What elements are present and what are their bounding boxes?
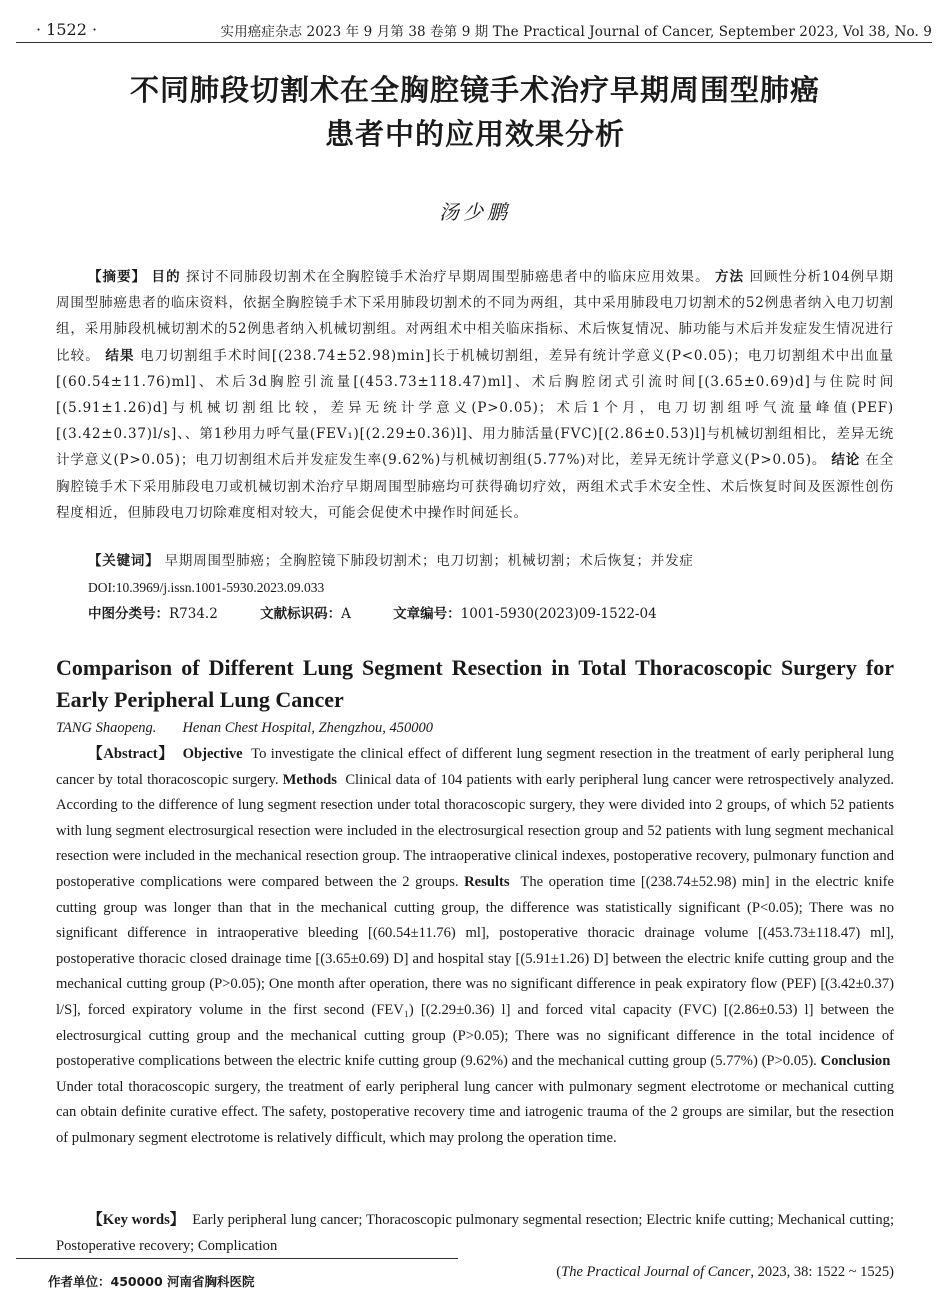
methods-cn-text: 回顾性分析104例早期周围型肺癌患者的临床资料，依据全胸腔镜手术下采用肺段切割术的不同为两组，其中采用肺段电刀切割术的52例患者纳入电刀切割组，采用肺段机械切割术的52例患者纳入机械切割组。对两组术中相关临床指标、术后恢复情况、肺功能与术后并发症发生情况进行比较。 bbox=[56, 269, 894, 364]
header-rule bbox=[16, 42, 932, 43]
doi: DOI:10.3969/j.issn.1001-5930.2023.09.033 bbox=[88, 580, 325, 595]
author-en-name: TANG Shaopeng. bbox=[56, 720, 157, 736]
methods-en-label: Methods bbox=[282, 771, 337, 788]
author-affiliation-footnote: 作者单位：450000 河南省胸科医院 bbox=[48, 1274, 255, 1289]
keywords-english bbox=[56, 1208, 894, 1259]
footnote-rule bbox=[16, 1258, 458, 1259]
clc-value: R734.2 bbox=[169, 606, 218, 622]
results-cn-text: 电刀切割组手术时间[(238.74±52.98)min]长于机械切割组，差异有统计学意义(P<0.05)；电刀切割组术中出血量[(60.54±11.76)ml]、术后3d胸腔引流量[(453.73±118.47)ml]、术后胸腔闭式引流时间[(3.65±0.69)d]与住院时间[(5.91±1.26)d]与机械切割组比较，差异无统计学意义(P>0.05)；术后1个月，电刀切割组呼气流量峰值(PEF)[(3.42±0.37)l/s]、、第1秒用力呼气量(FEV₁)[(2.29±0.36)l]、用力肺活量(FVC)[(2.86±0.53)l]与机械切割组相比，差异无统计学意义(P>0.05)；电刀切割组术后并发症发生率(9.62%)与机械切割组(5.77%)对比，差异无统计学意义(P>0.05)。 bbox=[56, 347, 894, 469]
author-en-affiliation: Henan Chest Hospital, Zhengzhou, 450000 bbox=[182, 720, 433, 736]
classification-meta bbox=[88, 601, 657, 627]
title-chinese-line-2: 患者中的应用效果分析 bbox=[324, 117, 625, 151]
citation-footer: (The Practical Journal of Cancer, 2023, 38: 1522 ~ 1525) bbox=[556, 1264, 894, 1280]
article-no-value: 1001-5930(2023)09-1522-04 bbox=[460, 606, 657, 622]
results-en-text: The operation time [(238.74±52.98) min] in the electric knife cutting group was longer than that in the mechanical cutting group, the difference was statistically significant (P<0.05); There was no significant difference in intraoperative bleeding [(60.54±11.76) ml], postoperative thoracic drainage volume [(453.73±118.47) ml], postoperative thoracic closed drainage time [(3.65±0.69) D] and hospital stay [(5.91±1.26) D] between the electric knife cutting group and the mechanical cutting group (P>0.05); One month after operation, there was no significant difference in peak expiratory flow (PEF) [(3.42±0.37) l/S], forced expiratory volume in the first second (FEV₁) [(2.29±0.36) l] and forced vital capacity (FVC) [(2.86±0.53) l] between the electrosurgical cutting group and the mechanical cutting group (P>0.05); There was no significant difference in the total incidence of postoperative complications between the electric knife cutting group (9.62%) and the mechanical cutting group (5.77%) (P>0.05). bbox=[56, 873, 894, 1070]
doc-code-label: 文献标识码： bbox=[260, 606, 342, 622]
title-chinese bbox=[0, 68, 950, 156]
objective-cn-text: 探讨不同肺段切割术在全胸腔镜手术治疗早期周围型肺癌患者中的临床应用效果。 bbox=[185, 269, 710, 285]
title-english: Comparison of Different Lung Segment Resection in Total Thoracoscopic Surgery for Early Peripheral Lung Cancer bbox=[56, 655, 894, 712]
doc-code-value: A bbox=[341, 606, 351, 622]
abstract-cn-label: 【摘要】 bbox=[88, 269, 147, 285]
article-no-label: 文章编号： bbox=[393, 606, 461, 622]
keywords-chinese bbox=[56, 548, 894, 574]
conclusion-cn-text: 在全胸腔镜手术下采用肺段电刀或机械切割术治疗早期周围型肺癌均可获得确切疗效，两组术式手术安全性、术后恢复时间及医源性创伤程度相近，但肺段电刀切除难度相对较大，可能会促使术中操作时间延长。 bbox=[56, 452, 895, 521]
conclusion-en-text: Under total thoracoscopic surgery, the treatment of early peripheral lung cancer with pulmonary segment electrotome or mechanical cutting can obtain definite curative effect. The safety, postoperative recovery time and iatrogenic trauma of the 2 groups are similar, but the resection of pulmonary segment electrotome is relatively difficult, which may prolong the operation time. bbox=[56, 1078, 894, 1146]
keywords-cn-text: 早期周围型肺癌；全胸腔镜下肺段切割术；电刀切割；机械切割；术后恢复；并发症 bbox=[164, 553, 694, 569]
methods-en-text: Clinical data of 104 patients with early peripheral lung cancer were retrospectively analyzed. According to the difference of lung segment resection under total thoracoscopic surgery, they were divided into 2 groups, of which 52 patients with lung segment electrosurgical resection were included in the electrosurgical resection group and 52 patients with lung segment mechanical resection were included in the mechanical resection group. The intraoperative clinical indexes, postoperative recovery, pulmonary function and postoperative complications were compared between the 2 groups. bbox=[56, 771, 895, 890]
citation-details: , 2023, 38: 1522 ~ 1525) bbox=[750, 1264, 894, 1280]
author-english bbox=[56, 716, 433, 740]
journal-citation-line: 实用癌症杂志 2023 年 9 月第 38 卷第 9 期 The Practical Journal of Cancer, September 2023, Vol 38, No. 9 bbox=[220, 24, 932, 40]
keywords-en-text: Early peripheral lung cancer; Thoracoscopic pulmonary segmental resection; Electric knife cutting; Mechanical cutting; Postoperative recovery; Complication bbox=[56, 1212, 894, 1254]
author-chinese: 汤少鹏 bbox=[439, 200, 511, 224]
keywords-cn-label: 【关键词】 bbox=[88, 553, 160, 569]
results-en-label: Results bbox=[464, 873, 510, 890]
objective-en-text: To investigate the clinical effect of different lung segment resection in the treatment of early peripheral lung cancer by total thoracoscopic surgery. bbox=[56, 746, 894, 788]
results-cn-label: 结果 bbox=[105, 347, 135, 364]
abstract-english bbox=[56, 742, 894, 1152]
page-number: · 1522 · bbox=[36, 20, 98, 39]
objective-cn-label: 目的 bbox=[151, 269, 181, 285]
title-chinese-line-1: 不同肺段切割术在全胸腔镜手术治疗早期周围型肺癌 bbox=[129, 73, 820, 107]
keywords-en-label: 【Key words】 bbox=[88, 1212, 185, 1228]
clc-label: 中图分类号： bbox=[88, 606, 169, 622]
conclusion-en-label: Conclusion bbox=[820, 1053, 891, 1070]
abstract-chinese bbox=[56, 264, 894, 526]
running-header bbox=[16, 10, 932, 40]
abstract-en-label: 【Abstract】 bbox=[88, 746, 174, 762]
conclusion-cn-label: 结论 bbox=[831, 452, 861, 469]
objective-en-label: Objective bbox=[182, 746, 243, 762]
citation-journal: The Practical Journal of Cancer bbox=[561, 1264, 751, 1280]
methods-cn-label: 方法 bbox=[715, 269, 745, 285]
